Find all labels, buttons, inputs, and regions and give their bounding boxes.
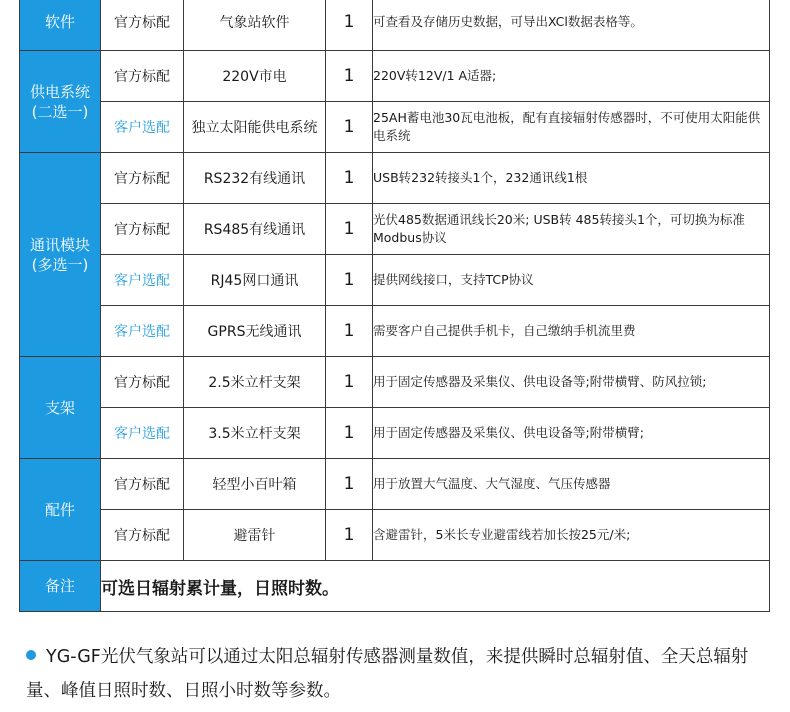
table-row (20, 0, 770, 51)
table-row (20, 51, 770, 102)
category-cell: 配件 (20, 459, 101, 561)
type-cell: 官方标配 (101, 204, 184, 255)
table-row (20, 459, 770, 510)
qty-cell: 1 (326, 204, 373, 255)
category-cell (20, 153, 101, 357)
category-cell: 支架 (20, 357, 101, 459)
table-row (20, 408, 770, 459)
table-row (20, 357, 770, 408)
bullet-dot-icon (26, 650, 36, 660)
table-row (20, 306, 770, 357)
desc-cell: 用于放置大气温度、大气湿度、气压传感器 (373, 459, 770, 510)
table-row (20, 204, 770, 255)
type-cell: 客户选配 (101, 408, 184, 459)
name-cell: 轻型小百叶箱 (184, 459, 326, 510)
category-sub-label: (多选一) (31, 255, 89, 274)
qty-cell: 1 (326, 357, 373, 408)
category-cell (20, 51, 101, 153)
qty-cell: 1 (326, 51, 373, 102)
name-cell: 220V市电 (184, 51, 326, 102)
name-cell: RJ45网口通讯 (184, 255, 326, 306)
name-cell: 2.5米立杆支架 (184, 357, 326, 408)
qty-cell: 1 (326, 102, 373, 153)
category-label: 供电系统 (29, 82, 90, 101)
qty-cell: 1 (326, 255, 373, 306)
name-cell: 3.5米立杆支架 (184, 408, 326, 459)
spec-table (19, 0, 770, 612)
category-label: 通讯模块 (29, 235, 90, 254)
type-cell: 客户选配 (101, 306, 184, 357)
note-paragraph (26, 640, 771, 708)
type-cell: 客户选配 (101, 102, 184, 153)
desc-cell: 提供网线接口，支持TCP协议 (373, 255, 770, 306)
category-sub-label: (二选一) (31, 102, 89, 121)
table-row (20, 153, 770, 204)
table-row (20, 510, 770, 561)
qty-cell: 1 (326, 408, 373, 459)
type-cell: 官方标配 (101, 357, 184, 408)
type-cell: 官方标配 (101, 0, 184, 51)
name-cell: 独立太阳能供电系统 (184, 102, 326, 153)
category-cell: 软件 (20, 0, 101, 51)
type-cell: 官方标配 (101, 153, 184, 204)
desc-cell: 光伏485数据通讯线长20米; USB转 485转接头1个，可切换为标准Modbus协议 (373, 204, 770, 255)
qty-cell: 1 (326, 0, 373, 51)
desc-cell: 含避雷针，5米长专业避雷线若加长按25元/米; (373, 510, 770, 561)
type-cell: 客户选配 (101, 255, 184, 306)
desc-cell: 可查看及存储历史数据，可导出XCl数据表格等。 (373, 0, 770, 51)
qty-cell: 1 (326, 306, 373, 357)
name-cell: 气象站软件 (184, 0, 326, 51)
note-text: YG-GF光伏气象站可以通过太阳总辐射传感器测量数值，来提供瞬时总辐射值、全天总辐射量、峰值日照时数、日照小时数等参数。 (26, 647, 749, 701)
desc-cell: 220V转12V/1 A适器; (373, 51, 770, 102)
remark-cell: 可选日辐射累计量，日照时数。 (101, 561, 770, 612)
qty-cell: 1 (326, 153, 373, 204)
table-row (20, 561, 770, 612)
type-cell: 官方标配 (101, 51, 184, 102)
name-cell: RS485有线通讯 (184, 204, 326, 255)
desc-cell: 用于固定传感器及采集仪、供电设备等;附带横臂; (373, 408, 770, 459)
category-cell: 备注 (20, 561, 101, 612)
name-cell: RS232有线通讯 (184, 153, 326, 204)
desc-cell: 25AH蓄电池30瓦电池板，配有直接辐射传感器时，不可使用太阳能供电系统 (373, 102, 770, 153)
qty-cell: 1 (326, 459, 373, 510)
desc-cell: 需要客户自己提供手机卡，自己缴纳手机流里费 (373, 306, 770, 357)
name-cell: GPRS无线通讯 (184, 306, 326, 357)
qty-cell: 1 (326, 510, 373, 561)
desc-cell: 用于固定传感器及采集仪、供电设备等;附带横臂、防风拉锁; (373, 357, 770, 408)
table-row (20, 102, 770, 153)
type-cell: 官方标配 (101, 459, 184, 510)
desc-cell: USB转232转接头1个，232通讯线1根 (373, 153, 770, 204)
table-row (20, 255, 770, 306)
type-cell: 官方标配 (101, 510, 184, 561)
name-cell: 避雷针 (184, 510, 326, 561)
